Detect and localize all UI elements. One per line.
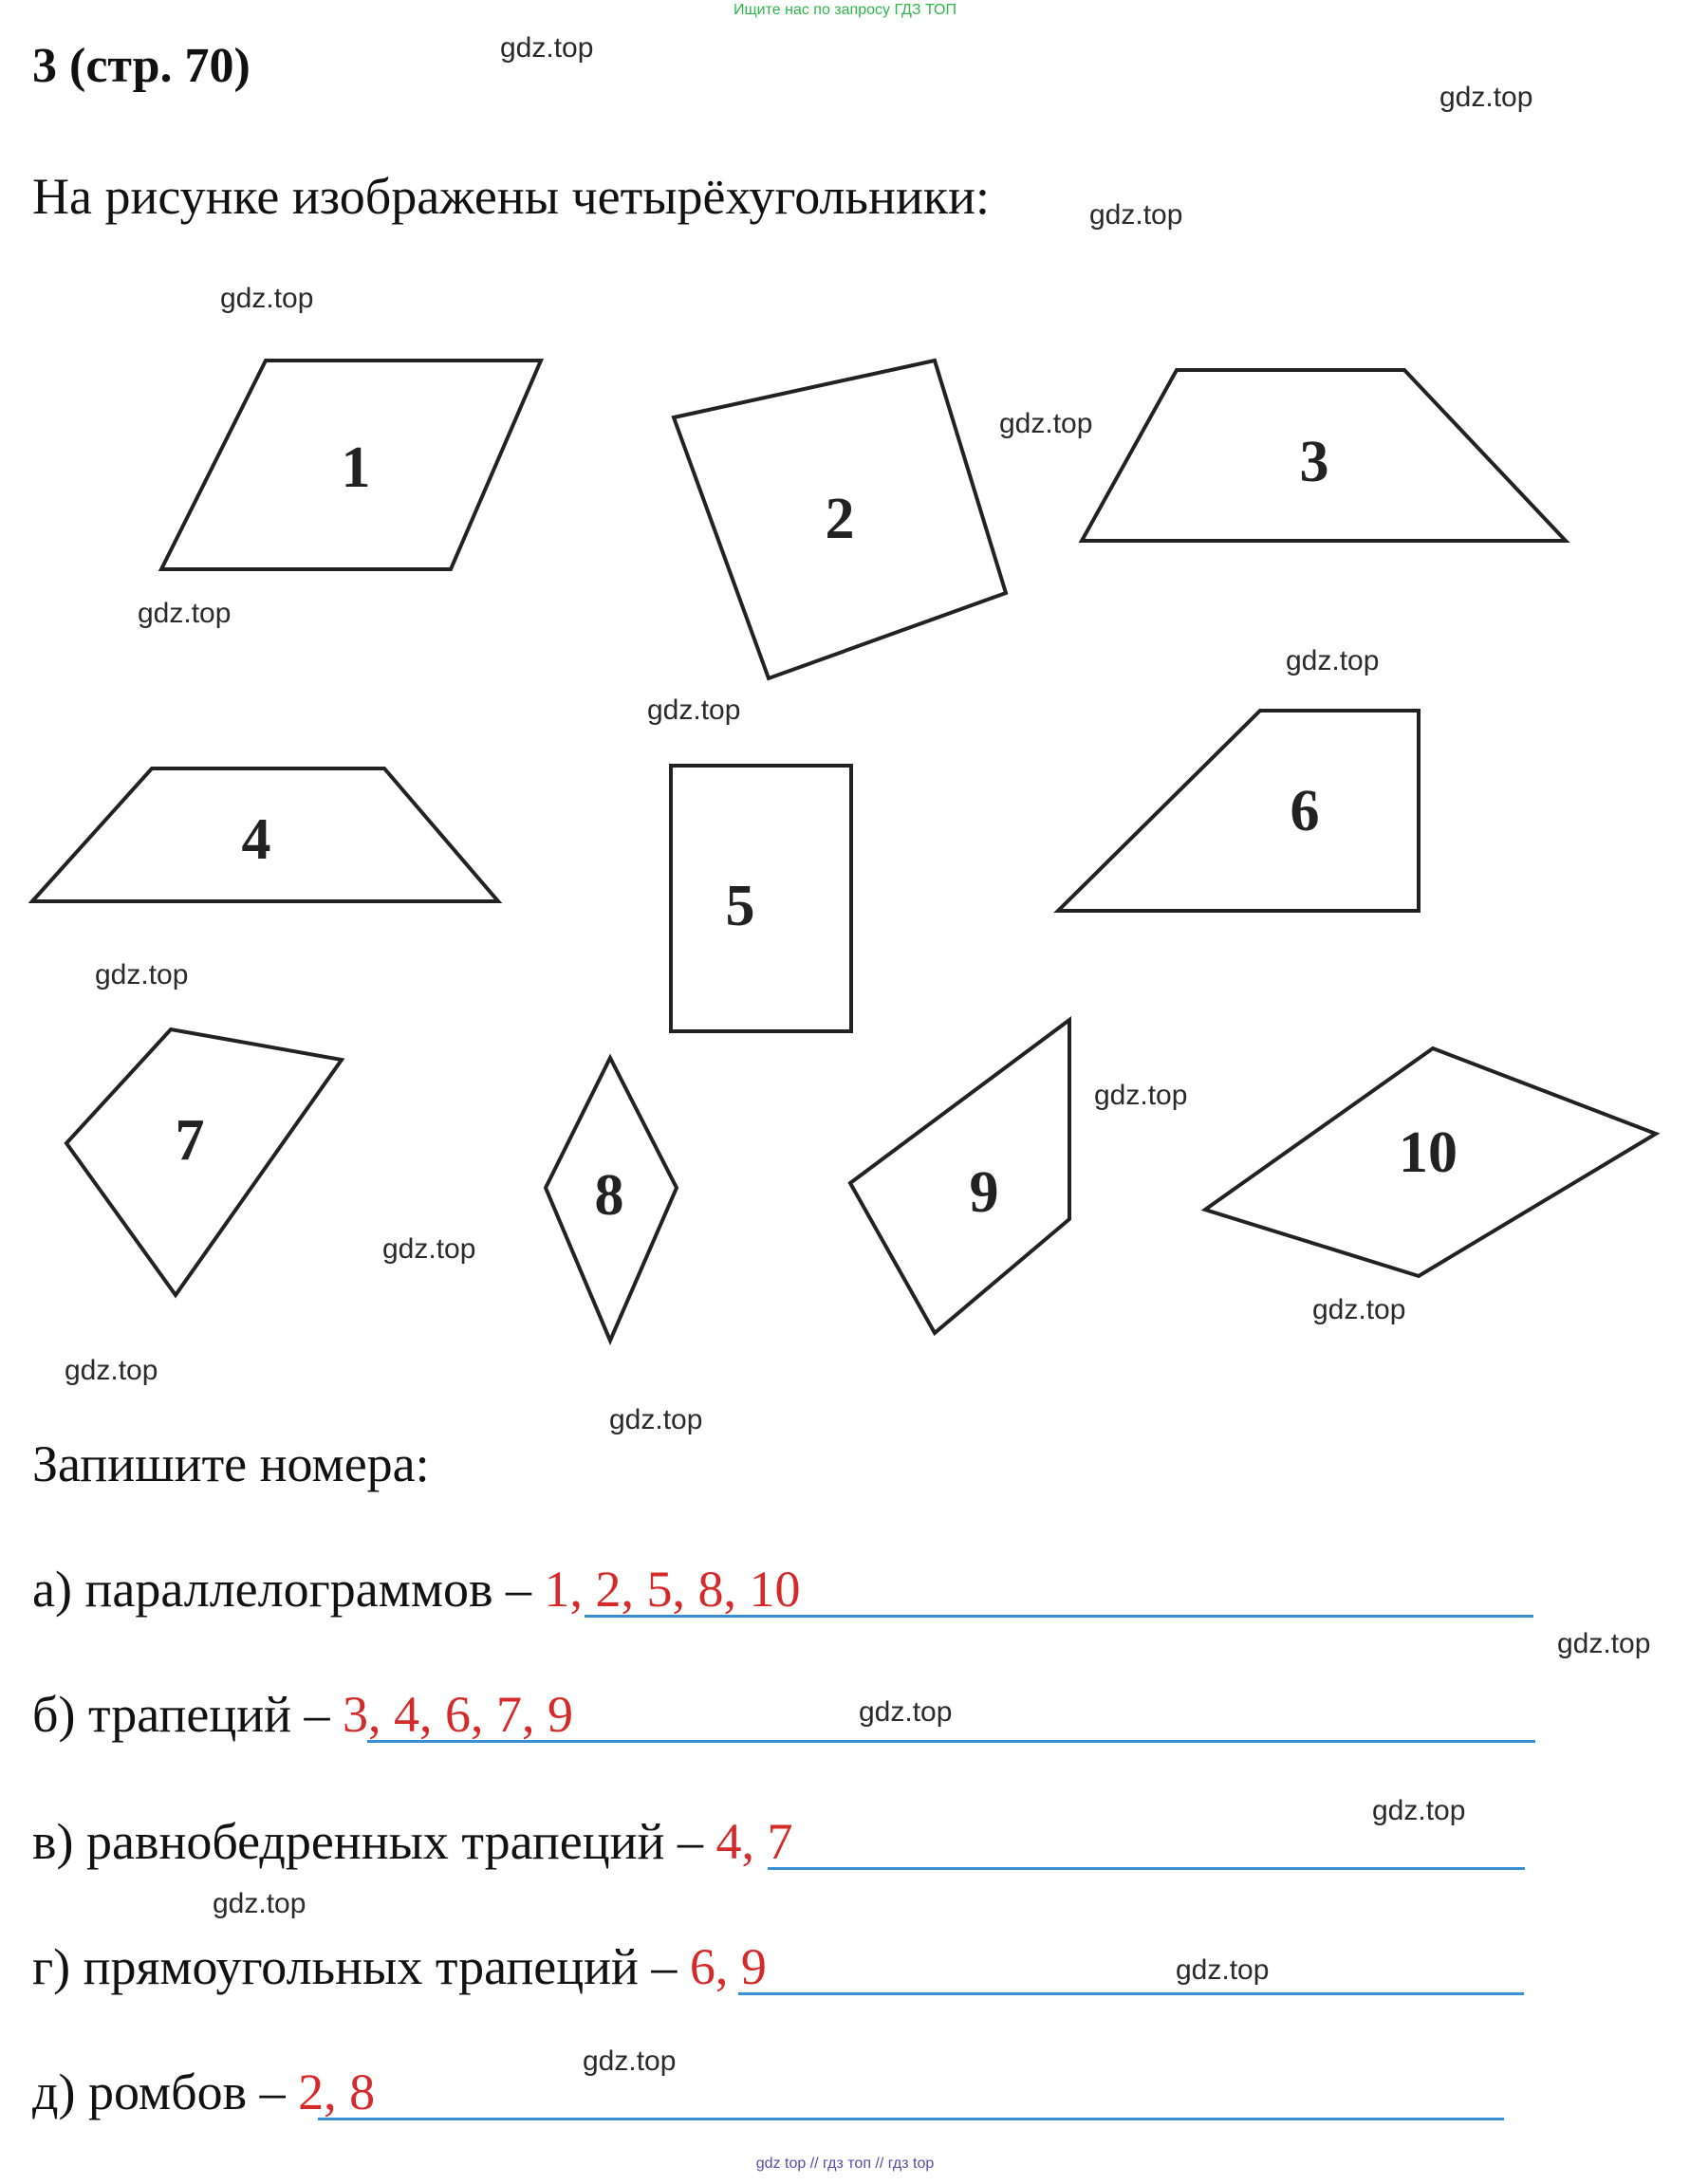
- answer-value: 1, 2, 5, 8, 10: [544, 1561, 801, 1618]
- bottom-banner: gdz top // гдз топ // гдз top: [755, 2156, 935, 2172]
- exercise-heading: 3 (стр. 70): [32, 39, 251, 93]
- shape-label-10: 10: [1399, 1120, 1458, 1185]
- answer-value: 3, 4, 6, 7, 9: [343, 1686, 574, 1743]
- watermark: gdz.top: [583, 2045, 677, 2077]
- shape-label-8: 8: [594, 1163, 624, 1228]
- shape-label-1: 1: [341, 435, 371, 500]
- watermark: gdz.top: [220, 283, 314, 314]
- answer-row-isosceles-trapezoids: [32, 1808, 792, 1875]
- watermark: gdz.top: [1286, 645, 1380, 676]
- intro-text: На рисунке изображены четырёхугольники:: [32, 168, 990, 225]
- watermark: gdz.top: [65, 1355, 158, 1386]
- answer-value: 4, 7: [715, 1813, 793, 1870]
- watermark: gdz.top: [609, 1404, 703, 1435]
- shape-label-9: 9: [969, 1160, 999, 1225]
- watermark: gdz.top: [382, 1233, 476, 1265]
- shape-label-7: 7: [175, 1108, 205, 1173]
- answer-label: а) параллелограммов –: [32, 1561, 545, 1618]
- answer-label: б) трапеций –: [32, 1686, 344, 1743]
- watermark: gdz.top: [1089, 199, 1183, 231]
- answer-row-parallelograms: [32, 1556, 801, 1622]
- watermark: gdz.top: [1439, 82, 1533, 113]
- answer-label: г) прямоугольных трапеций –: [32, 1938, 690, 1995]
- watermark: gdz.top: [859, 1696, 953, 1728]
- watermark: gdz.top: [1372, 1795, 1466, 1826]
- answer-underline: [768, 1867, 1525, 1870]
- watermark: gdz.top: [647, 694, 741, 726]
- watermark: gdz.top: [1312, 1294, 1406, 1325]
- answer-underline: [585, 1615, 1533, 1618]
- quadrilaterals-figure: [28, 280, 1670, 1361]
- answer-underline: [738, 1992, 1524, 1995]
- answer-value: 2, 8: [298, 2064, 376, 2120]
- shape-9: [850, 1020, 1069, 1333]
- answer-label: в) равнобедренных трапеций –: [32, 1813, 716, 1870]
- watermark: gdz.top: [999, 408, 1093, 439]
- shape-6: [1058, 711, 1419, 911]
- answer-row-rhombuses: [32, 2059, 375, 2125]
- watermark: gdz.top: [213, 1888, 306, 1919]
- answer-label: д) ромбов –: [32, 2064, 299, 2120]
- watermark: gdz.top: [1094, 1080, 1188, 1111]
- watermark: gdz.top: [138, 598, 232, 629]
- shape-5: [671, 766, 851, 1031]
- watermark: gdz.top: [500, 32, 594, 64]
- top-banner: Ищите нас по запросу ГДЗ ТОП: [734, 2, 956, 18]
- answer-underline: [367, 1740, 1535, 1743]
- answer-value: 6, 9: [689, 1938, 767, 1995]
- task-text: Запишите номера:: [32, 1435, 430, 1492]
- answer-row-right-trapezoids: [32, 1934, 767, 2000]
- shape-label-4: 4: [241, 807, 271, 872]
- watermark: gdz.top: [95, 959, 189, 990]
- answer-row-trapezoids: [32, 1681, 573, 1748]
- shape-label-3: 3: [1299, 430, 1329, 494]
- shape-label-5: 5: [725, 874, 755, 938]
- watermark: gdz.top: [1176, 1954, 1270, 1986]
- shape-label-6: 6: [1290, 779, 1320, 843]
- watermark: gdz.top: [1557, 1628, 1651, 1659]
- shape-label-2: 2: [825, 487, 855, 551]
- answer-underline: [318, 2118, 1504, 2120]
